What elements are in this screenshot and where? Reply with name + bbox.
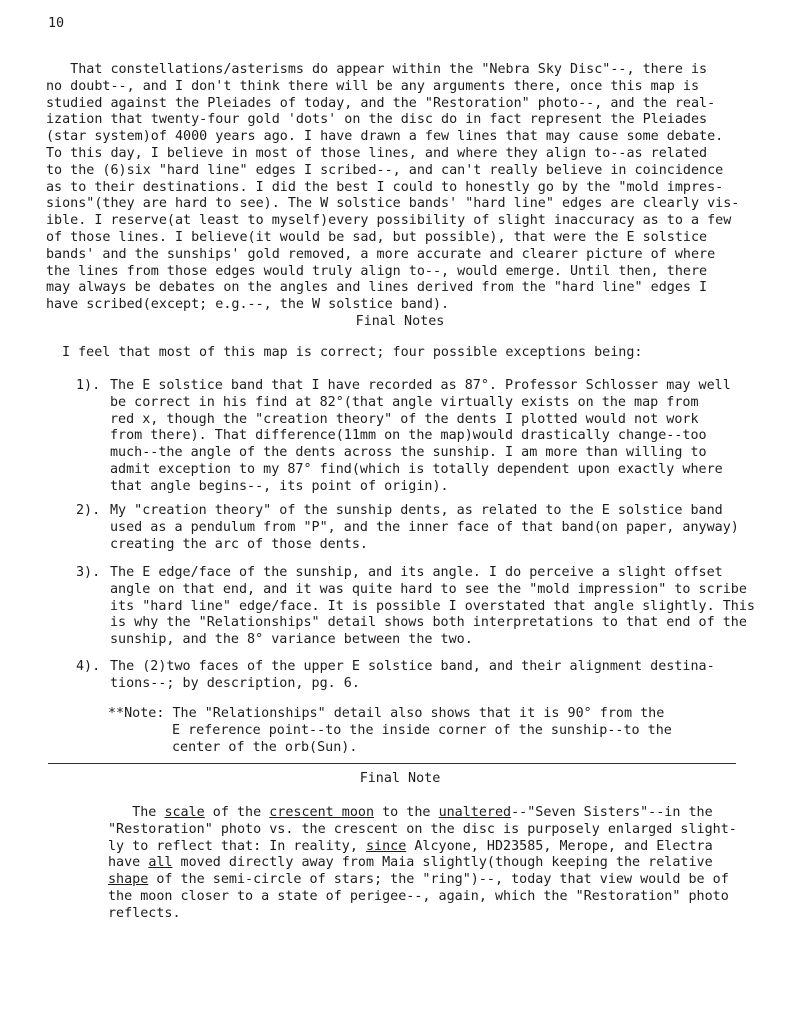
underlined-text: shape: [108, 872, 149, 888]
text-line: That constellations/asterisms do appear within the "Nebra Sky Disc"--, there is: [46, 62, 708, 77]
text-line: studied against the Pleiades of today, and the "Restoration" photo--, and the real-: [46, 95, 716, 111]
text-line: admit exception to my 87° find(which is totally dependent upon exactly where: [110, 461, 723, 477]
text-line: have scribed(except; e.g.--, the W solstice band).: [46, 297, 450, 313]
text-line: to the (6)six "hard line" edges I scribed--, and can't really believe in coincidence: [46, 162, 724, 178]
text-fragment: The: [108, 805, 165, 820]
item-number: 4).: [76, 659, 101, 674]
text-fragment: of the: [204, 805, 270, 820]
exception-item-1: [76, 378, 746, 496]
text-line: To this day, I believe in most of those lines, and where they align to--as related: [46, 145, 708, 161]
text-fragment: Alcyone, HD23585, Merope, and Electra: [406, 838, 713, 854]
underlined-text: since: [365, 838, 407, 854]
text-line: as to their destinations. I did the best I could to honestly go by the "mold impres-: [46, 179, 724, 195]
exception-item-2: [76, 503, 746, 553]
text-line: the moon closer to a state of perigee--, again, which the "Restoration" photo: [108, 888, 729, 904]
item-number: 1).: [76, 378, 101, 393]
text-line: used as a pendulum from "P", and the inner face of that band(on paper, anyway): [110, 519, 739, 535]
final-notes-intro: I feel that most of this map is correct; four possible exceptions being:: [62, 345, 643, 360]
text-line: The E solstice band that I have recorded as 87°. Professor Schlosser may well: [110, 378, 731, 393]
text-line: the lines from those edges would truly align to--, would emerge. Until then, there: [46, 263, 708, 279]
text-line: center of the orb(Sun).: [172, 739, 358, 755]
exception-item-3: [76, 565, 755, 649]
underlined-text: scale: [164, 805, 205, 820]
text-line: of those lines. I believe(it would be sad, but possible), that were the E solstice: [46, 229, 708, 245]
text-line: angle on that end, and it was quite hard to see the "mold impression" to scribe: [110, 581, 747, 597]
text-line: its "hard line" edge/face. It is possible I overstated that angle slightly. This: [110, 598, 755, 614]
text-line: tions--; by description, pg. 6.: [110, 675, 360, 691]
text-fragment: --"Seven Sisters"--in the: [511, 805, 713, 820]
text-fragment: of the semi-circle of stars; the "ring")--, today that view would be of: [148, 872, 729, 888]
page-number: 10: [48, 16, 65, 31]
text-line: red x, though the "creation theory" of the dents I plotted would not work: [110, 411, 699, 427]
text-fragment: moved directly away from Maia slightly(though keeping the relative: [172, 855, 713, 871]
underlined-text: all: [148, 855, 173, 871]
intro-paragraph: [46, 62, 746, 314]
text-line: reflects.: [108, 905, 181, 921]
text-line: be correct in his find at 82°(that angle virtually exists on the map from: [110, 394, 699, 410]
relationships-note: [108, 706, 708, 756]
text-line: sions"(they are hard to see). The W solstice bands' "hard line" edges are clearly vis-: [46, 196, 740, 212]
final-notes-heading: Final Notes: [355, 314, 445, 329]
text-fragment: have: [108, 855, 149, 871]
text-line: that angle begins--, its point of origin).: [110, 478, 449, 494]
text-line: creating the arc of those dents.: [110, 536, 368, 552]
item-number: 3).: [76, 565, 101, 580]
text-line: ible. I reserve(at least to myself)every possibility of slight inaccuracy as to a few: [46, 213, 732, 229]
item-number: 2).: [76, 503, 101, 518]
text-line: much--the angle of the dents across the sunship. I am more than willing to: [110, 445, 707, 461]
exception-item-4: [76, 659, 746, 693]
text-line: is why the "Relationships" detail shows both interpretations to that end of the: [110, 615, 747, 631]
text-fragment: ly to reflect that: In reality,: [108, 838, 366, 854]
text-line: sunship, and the 8° variance between the two.: [110, 632, 473, 648]
text-line: My "creation theory" of the sunship dents, as related to the E solstice band: [110, 503, 723, 518]
text-line: (star system)of 4000 years ago. I have drawn a few lines that may cause some debate.: [46, 129, 724, 145]
text-line: bands' and the sunships' gold removed, a more accurate and clearer picture of where: [46, 246, 716, 262]
text-line: ization that twenty-four gold 'dots' on the disc do in fact represent the Pleiades: [46, 112, 708, 128]
text-line: E reference point--to the inside corner of the sunship--to the: [172, 722, 672, 738]
text-line: from there). That difference(11mm on the map)would drastically change--too: [110, 428, 707, 444]
text-line: The E edge/face of the sunship, and its angle. I do perceive a slight offset: [110, 565, 723, 580]
text-line: "Restoration" photo vs. the crescent on the disc is purposely enlarged slight-: [108, 821, 737, 837]
text-fragment: to the: [374, 805, 439, 820]
final-note-paragraph: [108, 805, 738, 923]
text-line: **Note: The "Relationships" detail also shows that it is 90° from the: [108, 706, 665, 721]
text-line: The (2)two faces of the upper E solstice band, and their alignment destina-: [110, 659, 715, 674]
section-divider: [48, 763, 736, 764]
text-line: no doubt--, and I don't think there will be any arguments there, once this map is: [46, 78, 700, 94]
underlined-text: unaltered: [438, 805, 512, 820]
underlined-text: crescent moon: [269, 805, 375, 820]
text-line: may always be debates on the angles and lines derived from the "hard line" edges I: [46, 280, 708, 296]
final-note-heading: Final Note: [359, 771, 441, 786]
